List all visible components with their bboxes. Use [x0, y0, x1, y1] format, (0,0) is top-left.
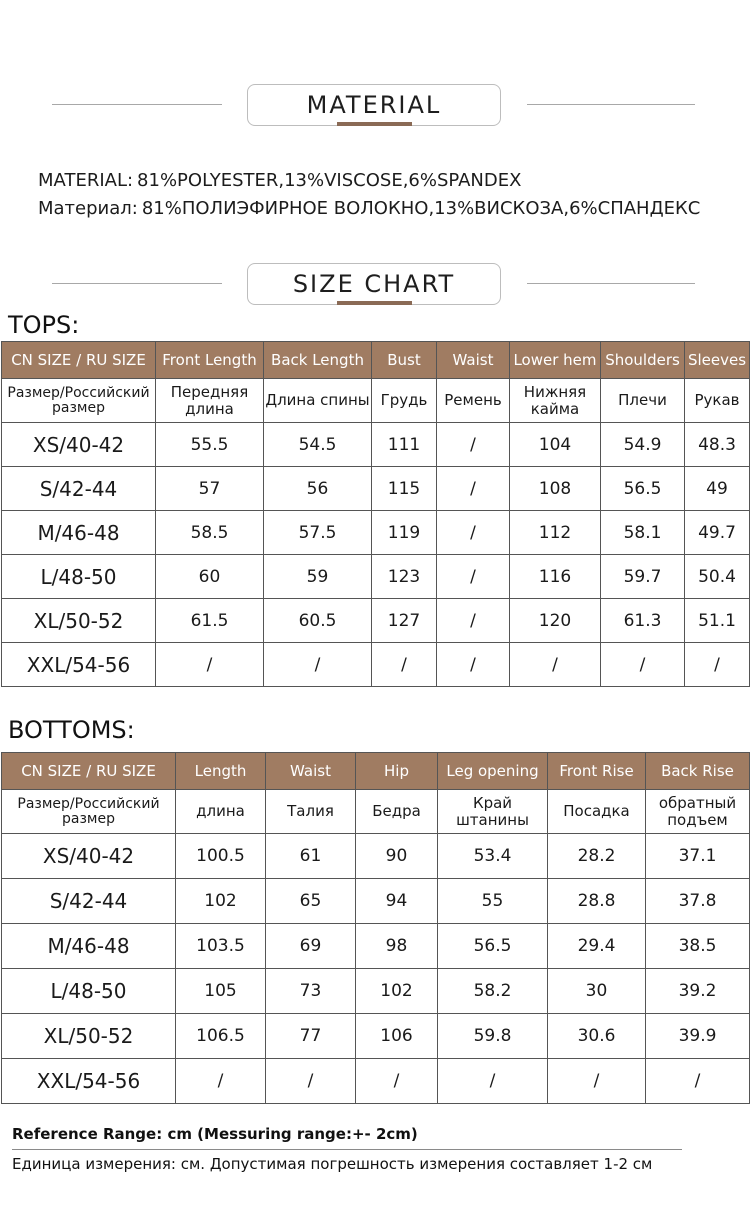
tops-cell: 123 — [372, 555, 437, 599]
tops-ru-header-cell: Плечи — [601, 379, 685, 423]
bottoms-cell: / — [266, 1059, 356, 1104]
bottoms-cell: 39.2 — [646, 969, 750, 1014]
material-value: 81%ПОЛИЭФИРНОЕ ВОЛОКНО,13%ВИСКОЗА,6%СПАНДЕКС — [141, 198, 701, 219]
tops-cell: / — [437, 423, 510, 467]
tops-cell: 50.4 — [685, 555, 750, 599]
bottoms-cell: 30.6 — [548, 1014, 646, 1059]
tops-cell: 57.5 — [264, 511, 372, 555]
tops-table — [1, 341, 750, 687]
bottoms-row — [2, 1059, 750, 1104]
tops-ru-header-cell: Нижняя кайма — [510, 379, 601, 423]
bottoms-cell: / — [356, 1059, 438, 1104]
tops-cell: / — [437, 511, 510, 555]
bottoms-ru-header-cell: Размер/Российский размер — [2, 790, 176, 834]
bottoms-table — [1, 752, 750, 1104]
tops-header-cell: Sleeves — [685, 342, 750, 379]
bottoms-cell: 53.4 — [438, 834, 548, 879]
bottoms-cell: 55 — [438, 879, 548, 924]
material-line-en — [38, 170, 521, 191]
tops-size-cell: XS/40-42 — [2, 423, 156, 467]
tops-cell: 59 — [264, 555, 372, 599]
size-chart-heading-label: SIZE CHART — [247, 263, 501, 305]
tops-cell: 58.1 — [601, 511, 685, 555]
material-label: Материал: — [38, 198, 138, 219]
tops-cell: 61.5 — [156, 599, 264, 643]
material-heading — [0, 84, 750, 128]
bottoms-size-cell: XS/40-42 — [2, 834, 176, 879]
tops-cell: 57 — [156, 467, 264, 511]
bottoms-cell: 38.5 — [646, 924, 750, 969]
tops-size-cell: L/48-50 — [2, 555, 156, 599]
tops-cell: 55.5 — [156, 423, 264, 467]
bottoms-size-cell: S/42-44 — [2, 879, 176, 924]
tops-cell: 56.5 — [601, 467, 685, 511]
tops-cell: 56 — [264, 467, 372, 511]
tops-cell: / — [372, 643, 437, 687]
tops-header-cell: Front Length — [156, 342, 264, 379]
divider-line — [527, 283, 695, 284]
bottoms-cell: 102 — [176, 879, 266, 924]
divider-line — [52, 104, 222, 105]
bottoms-cell: 30 — [548, 969, 646, 1014]
accent-bar — [337, 301, 412, 305]
tops-title: TOPS: — [8, 311, 80, 339]
bottoms-header-cell: Front Rise — [548, 753, 646, 790]
bottoms-row — [2, 879, 750, 924]
tops-row — [2, 643, 750, 687]
bottoms-header-cell: Hip — [356, 753, 438, 790]
tops-cell: 49 — [685, 467, 750, 511]
bottoms-ru-header-cell: Край штанины — [438, 790, 548, 834]
bottoms-row — [2, 834, 750, 879]
bottoms-size-cell: L/48-50 — [2, 969, 176, 1014]
bottoms-row — [2, 924, 750, 969]
tops-header-cell: Lower hem — [510, 342, 601, 379]
bottoms-ru-header-row — [2, 790, 750, 834]
tops-header-cell: Shoulders — [601, 342, 685, 379]
reference-range-note: Reference Range: cm (Messuring range:+- 2cm) — [12, 1125, 418, 1143]
tops-cell: 120 — [510, 599, 601, 643]
tops-cell: 49.7 — [685, 511, 750, 555]
bottoms-cell: 94 — [356, 879, 438, 924]
bottoms-size-cell: M/46-48 — [2, 924, 176, 969]
tops-cell: 104 — [510, 423, 601, 467]
tops-cell: 54.5 — [264, 423, 372, 467]
tops-header-cell: CN SIZE / RU SIZE — [2, 342, 156, 379]
bottoms-cell: / — [646, 1059, 750, 1104]
tops-size-cell: XL/50-52 — [2, 599, 156, 643]
bottoms-cell: / — [548, 1059, 646, 1104]
tops-cell: / — [601, 643, 685, 687]
bottoms-cell: 77 — [266, 1014, 356, 1059]
bottoms-ru-header-cell: длина — [176, 790, 266, 834]
bottoms-row — [2, 1014, 750, 1059]
measurement-tolerance-note: Единица измерения: см. Допустимая погрешность измерения составляет 1-2 см — [12, 1155, 653, 1173]
tops-cell: / — [437, 467, 510, 511]
tops-cell: 112 — [510, 511, 601, 555]
material-heading-label: MATERIAL — [247, 84, 501, 126]
divider-line — [52, 283, 222, 284]
tops-cell: / — [437, 555, 510, 599]
tops-row — [2, 467, 750, 511]
material-label: MATERIAL: — [38, 170, 134, 191]
tops-cell: / — [264, 643, 372, 687]
bottoms-cell: 59.8 — [438, 1014, 548, 1059]
accent-bar — [337, 122, 412, 126]
bottoms-cell: 100.5 — [176, 834, 266, 879]
bottoms-cell: 98 — [356, 924, 438, 969]
bottoms-header-row — [2, 753, 750, 790]
tops-ru-header-cell: Размер/Российский размер — [2, 379, 156, 423]
bottoms-row — [2, 969, 750, 1014]
tops-cell: 108 — [510, 467, 601, 511]
tops-cell: / — [437, 599, 510, 643]
tops-size-cell: S/42-44 — [2, 467, 156, 511]
bottoms-cell: 58.2 — [438, 969, 548, 1014]
bottoms-header-cell: Waist — [266, 753, 356, 790]
tops-cell: 59.7 — [601, 555, 685, 599]
tops-ru-header-cell: Передняя длина — [156, 379, 264, 423]
tops-header-cell: Back Length — [264, 342, 372, 379]
material-value: 81%POLYESTER,13%VISCOSE,6%SPANDEX — [137, 170, 522, 191]
tops-row — [2, 599, 750, 643]
size-chart-heading — [0, 263, 750, 307]
bottoms-title: BOTTOMS: — [8, 716, 135, 744]
tops-ru-header-cell: Ремень — [437, 379, 510, 423]
bottoms-cell: 28.2 — [548, 834, 646, 879]
bottoms-cell: 28.8 — [548, 879, 646, 924]
tops-header-row — [2, 342, 750, 379]
tops-cell: 119 — [372, 511, 437, 555]
footnote-divider — [12, 1149, 682, 1150]
bottoms-header-cell: Leg opening — [438, 753, 548, 790]
tops-header-cell: Bust — [372, 342, 437, 379]
tops-cell: 60.5 — [264, 599, 372, 643]
tops-cell: 61.3 — [601, 599, 685, 643]
divider-line — [527, 104, 695, 105]
material-line-ru — [38, 198, 700, 219]
bottoms-cell: / — [438, 1059, 548, 1104]
tops-ru-header-cell: Рукав — [685, 379, 750, 423]
bottoms-cell: 103.5 — [176, 924, 266, 969]
bottoms-cell: 69 — [266, 924, 356, 969]
bottoms-cell: 106 — [356, 1014, 438, 1059]
tops-cell: / — [685, 643, 750, 687]
tops-row — [2, 555, 750, 599]
tops-cell: / — [510, 643, 601, 687]
tops-cell: 111 — [372, 423, 437, 467]
bottoms-cell: 65 — [266, 879, 356, 924]
tops-cell: 54.9 — [601, 423, 685, 467]
tops-cell: 58.5 — [156, 511, 264, 555]
bottoms-cell: 37.8 — [646, 879, 750, 924]
tops-cell: 60 — [156, 555, 264, 599]
tops-ru-header-cell: Длина спины — [264, 379, 372, 423]
bottoms-cell: 61 — [266, 834, 356, 879]
bottoms-cell: 56.5 — [438, 924, 548, 969]
bottoms-cell: 29.4 — [548, 924, 646, 969]
bottoms-size-cell: XL/50-52 — [2, 1014, 176, 1059]
tops-row — [2, 423, 750, 467]
bottoms-cell: 105 — [176, 969, 266, 1014]
tops-ru-header-cell: Грудь — [372, 379, 437, 423]
bottoms-cell: 37.1 — [646, 834, 750, 879]
bottoms-ru-header-cell: обратный подъем — [646, 790, 750, 834]
tops-header-cell: Waist — [437, 342, 510, 379]
bottoms-header-cell: Length — [176, 753, 266, 790]
bottoms-header-cell: CN SIZE / RU SIZE — [2, 753, 176, 790]
tops-size-cell: M/46-48 — [2, 511, 156, 555]
bottoms-cell: 39.9 — [646, 1014, 750, 1059]
bottoms-cell: 106.5 — [176, 1014, 266, 1059]
bottoms-cell: 102 — [356, 969, 438, 1014]
tops-row — [2, 511, 750, 555]
tops-cell: 51.1 — [685, 599, 750, 643]
bottoms-size-cell: XXL/54-56 — [2, 1059, 176, 1104]
tops-cell: 116 — [510, 555, 601, 599]
bottoms-ru-header-cell: Талия — [266, 790, 356, 834]
tops-cell: 115 — [372, 467, 437, 511]
tops-size-cell: XXL/54-56 — [2, 643, 156, 687]
bottoms-cell: 90 — [356, 834, 438, 879]
tops-ru-header-row — [2, 379, 750, 423]
tops-cell: / — [437, 643, 510, 687]
tops-cell: / — [156, 643, 264, 687]
bottoms-cell: 73 — [266, 969, 356, 1014]
bottoms-header-cell: Back Rise — [646, 753, 750, 790]
bottoms-ru-header-cell: Посадка — [548, 790, 646, 834]
bottoms-cell: / — [176, 1059, 266, 1104]
bottoms-ru-header-cell: Бедра — [356, 790, 438, 834]
tops-cell: 48.3 — [685, 423, 750, 467]
tops-cell: 127 — [372, 599, 437, 643]
